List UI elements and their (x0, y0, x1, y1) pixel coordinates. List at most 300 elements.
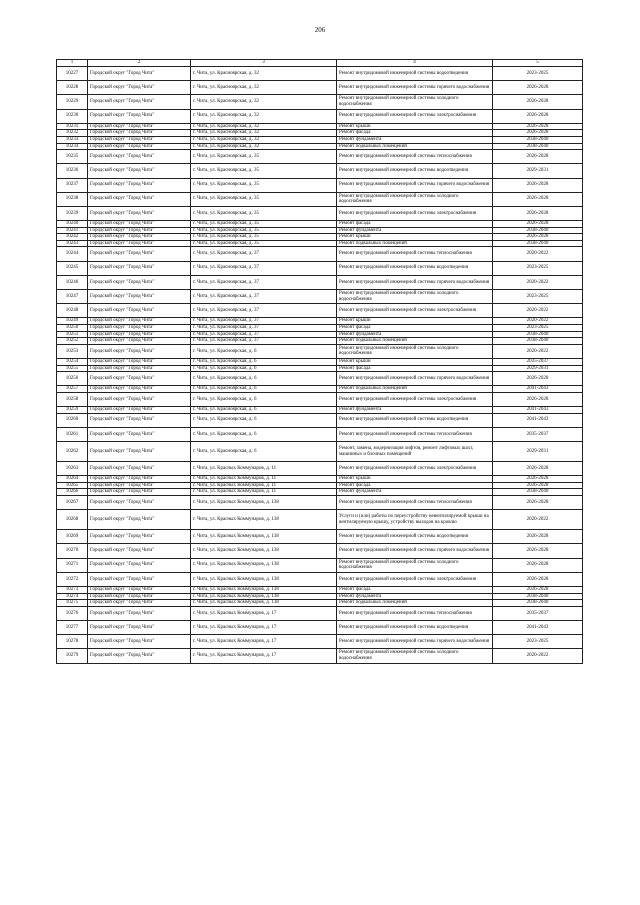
address-cell: г. Чита, ул. Красноярская, д. 35 (191, 164, 337, 178)
row-number: 10258 (57, 392, 88, 406)
row-number: 10255 (57, 365, 88, 372)
municipality-cell: Городской округ "Город Чита" (88, 221, 191, 228)
period-cell: 2038-2040 (493, 143, 583, 150)
row-number: 10264 (57, 476, 88, 483)
table-row (57, 510, 583, 530)
page-number: 206 (314, 26, 326, 34)
work-type-cell: Ремонт внутридомовой инженерной системы горячего водоснабжения (337, 635, 493, 649)
period-cell: 2038-2040 (493, 593, 583, 600)
period-cell: 2026-2028 (493, 586, 583, 593)
row-number: 10239 (57, 206, 88, 220)
work-type-cell: Ремонт фасада (337, 586, 493, 593)
address-cell: г. Чита, ул. Красных Коммунаров, д. 138 (191, 558, 337, 572)
period-cell: 2026-2028 (493, 496, 583, 510)
period-cell: 2038-2040 (493, 240, 583, 247)
row-number: 10247 (57, 290, 88, 304)
address-cell: г. Чита, ул. Красных Коммунаров, д. 17 (191, 606, 337, 620)
address-cell: г. Чита, ул. Красных Коммунаров, д. 11 (191, 482, 337, 489)
row-number: 10260 (57, 413, 88, 427)
table-row (57, 67, 583, 81)
municipality-cell: Городской округ "Город Чита" (88, 600, 191, 607)
period-cell: 2026-2028 (493, 572, 583, 586)
table-row (57, 130, 583, 137)
address-cell: г. Чита, ул. Красноярская, д. 35 (191, 234, 337, 241)
row-number: 10263 (57, 462, 88, 476)
table-row (57, 206, 583, 220)
column-header: 4 (337, 60, 493, 67)
row-number: 10257 (57, 386, 88, 393)
work-type-cell: Ремонт внутридомовой инженерной системы холодного водоснабжения (337, 558, 493, 572)
period-cell: 2023-2025 (493, 635, 583, 649)
municipality-cell: Городской округ "Город Чита" (88, 392, 191, 406)
municipality-cell: Городской округ "Город Чита" (88, 67, 191, 81)
municipality-cell: Городской округ "Город Чита" (88, 304, 191, 318)
period-cell: 2035-2037 (493, 427, 583, 441)
period-cell: 2026-2028 (493, 544, 583, 558)
municipality-cell: Городской округ "Город Чита" (88, 586, 191, 593)
column-header: 5 (493, 60, 583, 67)
table-row (57, 407, 583, 414)
table-row (57, 81, 583, 95)
row-number: 10235 (57, 150, 88, 164)
period-cell: 2029-2031 (493, 442, 583, 462)
table-row (57, 290, 583, 304)
municipality-cell: Городской округ "Город Чита" (88, 489, 191, 496)
municipality-cell: Городской округ "Город Чита" (88, 331, 191, 338)
period-cell: 2026-2028 (493, 123, 583, 130)
table-row (57, 620, 583, 634)
row-number: 10270 (57, 544, 88, 558)
municipality-cell: Городской округ "Город Чита" (88, 143, 191, 150)
table-row (57, 324, 583, 331)
work-type-cell: Ремонт внутридомовой инженерной системы теплоснабжения (337, 606, 493, 620)
work-type-cell: Ремонт внутридомовой инженерной системы горячего водоснабжения (337, 544, 493, 558)
row-number: 10262 (57, 442, 88, 462)
table-row (57, 586, 583, 593)
address-cell: г. Чита, ул. Красноярская, д. 32 (191, 81, 337, 95)
table-row (57, 572, 583, 586)
municipality-cell: Городской округ "Город Чита" (88, 227, 191, 234)
address-cell: г. Чита, ул. Красных Коммунаров, д. 17 (191, 635, 337, 649)
period-cell: 2041-2043 (493, 620, 583, 634)
row-number: 10268 (57, 510, 88, 530)
municipality-cell: Городской округ "Город Чита" (88, 372, 191, 386)
work-type-cell: Ремонт внутридомовой инженерной системы горячего водоснабжения (337, 81, 493, 95)
table-row (57, 496, 583, 510)
work-type-cell: Ремонт подвальных помещений (337, 600, 493, 607)
row-number: 10252 (57, 338, 88, 345)
address-cell: г. Чита, ул. Красноярская, д. 35 (191, 192, 337, 206)
period-cell: 2026-2028 (493, 178, 583, 192)
address-cell: г. Чита, ул. Красноярская, д. 32 (191, 95, 337, 109)
work-type-cell: Ремонт внутридомовой инженерной системы водоотведения (337, 164, 493, 178)
table-row (57, 95, 583, 109)
row-number: 10241 (57, 227, 88, 234)
table-row (57, 304, 583, 318)
work-type-cell: Ремонт подвальных помещений (337, 240, 493, 247)
address-cell: г. Чита, ул. Красноярская, д. 37 (191, 304, 337, 318)
table-row (57, 247, 583, 261)
address-cell: г. Чита, ул. Красноярская, д. 32 (191, 143, 337, 150)
row-number: 10267 (57, 496, 88, 510)
work-type-cell: Ремонт фундамента (337, 136, 493, 143)
period-cell: 2026-2028 (493, 150, 583, 164)
period-cell: 2020-2022 (493, 304, 583, 318)
address-cell: г. Чита, ул. Красноярская, д. 35 (191, 150, 337, 164)
address-cell: г. Чита, ул. Красных Коммунаров, д. 138 (191, 510, 337, 530)
work-type-cell: Ремонт фундамента (337, 489, 493, 496)
table-row (57, 489, 583, 496)
table-row (57, 593, 583, 600)
table-row (57, 123, 583, 130)
municipality-cell: Городской округ "Город Чита" (88, 150, 191, 164)
table-row (57, 544, 583, 558)
address-cell: г. Чита, ул. Красноярская, д. 32 (191, 123, 337, 130)
period-cell: 2023-2025 (493, 324, 583, 331)
table-row (57, 136, 583, 143)
table-row (57, 427, 583, 441)
work-type-cell: Ремонт внутридомовой инженерной системы водоотведения (337, 413, 493, 427)
address-cell: г. Чита, ул. Красноярская, д. 35 (191, 227, 337, 234)
period-cell: 2026-2028 (493, 95, 583, 109)
work-type-cell: Ремонт внутридомовой инженерной системы холодного водоснабжения (337, 95, 493, 109)
work-type-cell: Ремонт фасада (337, 365, 493, 372)
row-number: 10277 (57, 620, 88, 634)
address-cell: г. Чита, ул. Красноярская, д. 37 (191, 275, 337, 289)
municipality-cell: Городской округ "Город Чита" (88, 462, 191, 476)
period-cell: 2020-2022 (493, 247, 583, 261)
row-number: 10261 (57, 427, 88, 441)
period-cell: 2020-2022 (493, 318, 583, 325)
work-type-cell: Ремонт фасада (337, 130, 493, 137)
work-type-cell: Ремонт внутридомовой инженерной системы холодного водоснабжения (337, 649, 493, 663)
municipality-cell: Городской округ "Город Чита" (88, 593, 191, 600)
row-number: 10228 (57, 81, 88, 95)
work-type-cell: Ремонт фасада (337, 221, 493, 228)
address-cell: г. Чита, ул. Красноярская, д. 37 (191, 338, 337, 345)
table-row (57, 635, 583, 649)
table-row (57, 109, 583, 123)
row-number: 10274 (57, 593, 88, 600)
work-type-cell: Ремонт внутридомовой инженерной системы электроснабжения (337, 206, 493, 220)
table-row (57, 331, 583, 338)
table-row (57, 606, 583, 620)
work-type-cell: Ремонт внутридомовой инженерной системы холодного водоснабжения (337, 192, 493, 206)
work-type-cell: Услуги и (или) работы по переустройству невентилируемой крыши на вентилируемую крышу, устройству выходов на кровлю (337, 510, 493, 530)
row-number: 10254 (57, 358, 88, 365)
period-cell: 2041-2043 (493, 386, 583, 393)
row-number: 10229 (57, 95, 88, 109)
address-cell: г. Чита, ул. Красных Коммунаров, д. 138 (191, 600, 337, 607)
table-row (57, 600, 583, 607)
work-type-cell: Ремонт подвальных помещений (337, 386, 493, 393)
address-cell: г. Чита, ул. Красноярская, д. 6 (191, 427, 337, 441)
municipality-cell: Городской округ "Город Чита" (88, 413, 191, 427)
row-number: 10242 (57, 234, 88, 241)
table-row (57, 476, 583, 483)
row-number: 10246 (57, 275, 88, 289)
work-type-cell: Ремонт фундамента (337, 227, 493, 234)
work-type-cell: Ремонт фасада (337, 324, 493, 331)
period-cell: 2029-2031 (493, 164, 583, 178)
municipality-cell: Городской округ "Город Чита" (88, 442, 191, 462)
address-cell: г. Чита, ул. Красноярская, д. 37 (191, 290, 337, 304)
period-cell: 2026-2028 (493, 192, 583, 206)
municipality-cell: Городской округ "Город Чита" (88, 109, 191, 123)
work-type-cell: Ремонт крыши (337, 318, 493, 325)
table-row (57, 192, 583, 206)
period-cell: 2026-2028 (493, 392, 583, 406)
table-row (57, 227, 583, 234)
work-type-cell: Ремонт внутридомовой инженерной системы водоотведения (337, 67, 493, 81)
period-cell: 2041-2043 (493, 407, 583, 414)
period-cell: 2026-2028 (493, 234, 583, 241)
work-type-cell: Ремонт, замена, модернизация лифтов, ремонт лифтовых шахт, машинных и блочных помещений (337, 442, 493, 462)
work-type-cell: Ремонт внутридомовой инженерной системы горячего водоснабжения (337, 372, 493, 386)
address-cell: г. Чита, ул. Красноярская, д. 32 (191, 67, 337, 81)
work-type-cell: Ремонт внутридомовой инженерной системы электроснабжения (337, 572, 493, 586)
row-number: 10244 (57, 247, 88, 261)
table-row (57, 392, 583, 406)
period-cell: 2026-2028 (493, 206, 583, 220)
table-row (57, 442, 583, 462)
table-row (57, 178, 583, 192)
address-cell: г. Чита, ул. Красноярская, д. 32 (191, 109, 337, 123)
address-cell: г. Чита, ул. Красноярская, д. 6 (191, 413, 337, 427)
work-type-cell: Ремонт внутридомовой инженерной системы холодного водоснабжения (337, 290, 493, 304)
row-number: 10265 (57, 482, 88, 489)
address-cell: г. Чита, ул. Красноярская, д. 6 (191, 407, 337, 414)
row-number: 10240 (57, 221, 88, 228)
row-number: 10253 (57, 344, 88, 358)
row-number: 10231 (57, 123, 88, 130)
municipality-cell: Городской округ "Город Чита" (88, 427, 191, 441)
work-type-cell: Ремонт внутридомовой инженерной системы электроснабжения (337, 304, 493, 318)
address-cell: г. Чита, ул. Красноярская, д. 35 (191, 178, 337, 192)
table-row (57, 386, 583, 393)
municipality-cell: Городской округ "Город Чита" (88, 95, 191, 109)
table-row (57, 318, 583, 325)
table-row (57, 275, 583, 289)
period-cell: 2038-2040 (493, 136, 583, 143)
row-number: 10266 (57, 489, 88, 496)
work-type-cell: Ремонт внутридомовой инженерной системы водоотведения (337, 261, 493, 275)
table-row (57, 462, 583, 476)
column-header: 3 (191, 60, 337, 67)
work-type-cell: Ремонт подвальных помещений (337, 143, 493, 150)
table-body (57, 67, 583, 664)
address-cell: г. Чита, ул. Красноярская, д. 6 (191, 392, 337, 406)
address-cell: г. Чита, ул. Красноярская, д. 35 (191, 206, 337, 220)
row-number: 10245 (57, 261, 88, 275)
period-cell: 2026-2028 (493, 462, 583, 476)
municipality-cell: Городской округ "Город Чита" (88, 247, 191, 261)
header-row (57, 60, 583, 67)
period-cell: 2026-2028 (493, 81, 583, 95)
address-cell: г. Чита, ул. Красноярская, д. 37 (191, 247, 337, 261)
address-cell: г. Чита, ул. Красноярская, д. 6 (191, 386, 337, 393)
period-cell: 2020-2022 (493, 649, 583, 663)
municipality-cell: Городской округ "Город Чита" (88, 572, 191, 586)
work-type-cell: Ремонт фундамента (337, 331, 493, 338)
address-cell: г. Чита, ул. Красноярская, д. 6 (191, 442, 337, 462)
municipality-cell: Городской округ "Город Чита" (88, 620, 191, 634)
row-number: 10278 (57, 635, 88, 649)
row-number: 10230 (57, 109, 88, 123)
work-type-cell: Ремонт внутридомовой инженерной системы горячего водоснабжения (337, 178, 493, 192)
period-cell: 2026-2028 (493, 530, 583, 544)
row-number: 10273 (57, 586, 88, 593)
row-number: 10243 (57, 240, 88, 247)
address-cell: г. Чита, ул. Красных Коммунаров, д. 138 (191, 593, 337, 600)
row-number: 10269 (57, 530, 88, 544)
row-number: 10256 (57, 372, 88, 386)
municipality-cell: Городской округ "Город Чита" (88, 407, 191, 414)
municipality-cell: Городской округ "Город Чита" (88, 544, 191, 558)
work-type-cell: Ремонт крыши (337, 123, 493, 130)
municipality-cell: Городской округ "Город Чита" (88, 649, 191, 663)
period-cell: 2026-2028 (493, 109, 583, 123)
work-type-cell: Ремонт подвальных помещений (337, 338, 493, 345)
table-row (57, 365, 583, 372)
period-cell: 2029-2031 (493, 365, 583, 372)
work-type-cell: Ремонт внутридомовой инженерной системы горячего водоснабжения (337, 275, 493, 289)
work-type-cell: Ремонт внутридомовой инженерной системы теплоснабжения (337, 427, 493, 441)
period-cell: 2023-2025 (493, 67, 583, 81)
address-cell: г. Чита, ул. Красных Коммунаров, д. 11 (191, 462, 337, 476)
row-number: 10279 (57, 649, 88, 663)
work-type-cell: Ремонт внутридомовой инженерной системы теплоснабжения (337, 247, 493, 261)
row-number: 10249 (57, 318, 88, 325)
row-number: 10251 (57, 331, 88, 338)
row-number: 10276 (57, 606, 88, 620)
work-type-cell: Ремонт внутридомовой инженерной системы холодного водоснабжения (337, 344, 493, 358)
municipality-cell: Городской округ "Город Чита" (88, 234, 191, 241)
municipality-cell: Городской округ "Город Чита" (88, 240, 191, 247)
address-cell: г. Чита, ул. Красноярская, д. 35 (191, 240, 337, 247)
address-cell: г. Чита, ул. Красноярская, д. 35 (191, 221, 337, 228)
row-number: 10272 (57, 572, 88, 586)
table-row (57, 358, 583, 365)
row-number: 10275 (57, 600, 88, 607)
municipality-cell: Городской округ "Город Чита" (88, 81, 191, 95)
address-cell: г. Чита, ул. Красноярская, д. 32 (191, 130, 337, 137)
table-row (57, 413, 583, 427)
municipality-cell: Городской округ "Город Чита" (88, 324, 191, 331)
period-cell: 2026-2028 (493, 482, 583, 489)
table-row (57, 164, 583, 178)
row-number: 10271 (57, 558, 88, 572)
column-header: 1 (57, 60, 88, 67)
work-type-cell: Ремонт фасада (337, 482, 493, 489)
municipality-cell: Городской округ "Город Чита" (88, 275, 191, 289)
address-cell: г. Чита, ул. Красных Коммунаров, д. 11 (191, 489, 337, 496)
work-type-cell: Ремонт внутридомовой инженерной системы водоотведения (337, 530, 493, 544)
row-number: 10236 (57, 164, 88, 178)
work-type-cell: Ремонт внутридомовой инженерной системы электроснабжения (337, 109, 493, 123)
address-cell: г. Чита, ул. Красных Коммунаров, д. 17 (191, 620, 337, 634)
work-type-cell: Ремонт внутридомовой инженерной системы теплоснабжения (337, 496, 493, 510)
work-type-cell: Ремонт внутридомовой инженерной системы теплоснабжения (337, 150, 493, 164)
work-type-cell: Ремонт внутридомовой инженерной системы электроснабжения (337, 392, 493, 406)
municipality-cell: Городской округ "Город Чита" (88, 338, 191, 345)
row-number: 10233 (57, 136, 88, 143)
municipality-cell: Городской округ "Город Чита" (88, 164, 191, 178)
municipality-cell: Городской округ "Город Чита" (88, 192, 191, 206)
work-type-cell: Ремонт крыши (337, 476, 493, 483)
address-cell: г. Чита, ул. Красноярская, д. 37 (191, 331, 337, 338)
municipality-cell: Городской округ "Город Чита" (88, 558, 191, 572)
address-cell: г. Чита, ул. Красных Коммунаров, д. 11 (191, 476, 337, 483)
municipality-cell: Городской округ "Город Чита" (88, 365, 191, 372)
period-cell: 2026-2028 (493, 476, 583, 483)
municipality-cell: Городской округ "Город Чита" (88, 496, 191, 510)
row-number: 10238 (57, 192, 88, 206)
address-cell: г. Чита, ул. Красноярская, д. 37 (191, 261, 337, 275)
table-row (57, 558, 583, 572)
address-cell: г. Чита, ул. Красноярская, д. 37 (191, 318, 337, 325)
period-cell: 2038-2040 (493, 489, 583, 496)
table-row (57, 143, 583, 150)
table-row (57, 221, 583, 228)
address-cell: г. Чита, ул. Красноярская, д. 6 (191, 365, 337, 372)
municipality-cell: Городской округ "Город Чита" (88, 136, 191, 143)
table-row (57, 338, 583, 345)
work-type-cell: Ремонт фундамента (337, 407, 493, 414)
municipality-cell: Городской округ "Город Чита" (88, 178, 191, 192)
address-cell: г. Чита, ул. Красных Коммунаров, д. 138 (191, 544, 337, 558)
period-cell: 2026-2028 (493, 558, 583, 572)
row-number: 10237 (57, 178, 88, 192)
row-number: 10259 (57, 407, 88, 414)
period-cell: 2035-2037 (493, 606, 583, 620)
address-cell: г. Чита, ул. Красноярская, д. 6 (191, 344, 337, 358)
municipality-cell: Городской округ "Город Чита" (88, 482, 191, 489)
work-type-cell: Ремонт крыши (337, 234, 493, 241)
table-row (57, 530, 583, 544)
column-header: 2 (88, 60, 191, 67)
period-cell: 2035-2037 (493, 358, 583, 365)
address-cell: г. Чита, ул. Красноярская, д. 37 (191, 324, 337, 331)
municipality-cell: Городской округ "Город Чита" (88, 318, 191, 325)
period-cell: 2020-2022 (493, 275, 583, 289)
municipality-cell: Городской округ "Город Чита" (88, 290, 191, 304)
municipality-cell: Городской округ "Город Чита" (88, 358, 191, 365)
table-row (57, 234, 583, 241)
municipality-cell: Городской округ "Город Чита" (88, 344, 191, 358)
municipality-cell: Городской округ "Город Чита" (88, 386, 191, 393)
row-number: 10232 (57, 130, 88, 137)
table-row (57, 261, 583, 275)
work-type-cell: Ремонт крыши (337, 358, 493, 365)
period-cell: 2038-2040 (493, 600, 583, 607)
row-number: 10248 (57, 304, 88, 318)
period-cell: 2038-2040 (493, 331, 583, 338)
address-cell: г. Чита, ул. Красных Коммунаров, д. 17 (191, 649, 337, 663)
work-type-cell: Ремонт фундамента (337, 593, 493, 600)
table-row (57, 150, 583, 164)
address-cell: г. Чита, ул. Красных Коммунаров, д. 138 (191, 586, 337, 593)
period-cell: 2026-2028 (493, 372, 583, 386)
period-cell: 2038-2040 (493, 338, 583, 345)
municipality-cell: Городской округ "Город Чита" (88, 476, 191, 483)
municipality-cell: Городской округ "Город Чита" (88, 606, 191, 620)
row-number: 10250 (57, 324, 88, 331)
table-row (57, 372, 583, 386)
period-cell: 2041-2043 (493, 413, 583, 427)
period-cell: 2023-2025 (493, 261, 583, 275)
period-cell: 2038-2040 (493, 227, 583, 234)
